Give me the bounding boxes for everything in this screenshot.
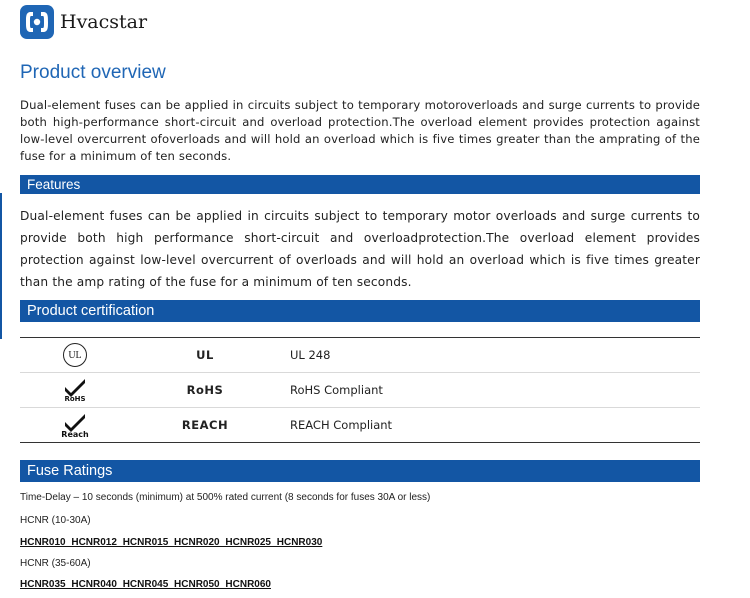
reach-check-icon: Reach: [61, 412, 88, 439]
certification-desc: UL 248: [290, 348, 331, 362]
certification-header: Product certification: [20, 300, 700, 322]
certification-row-rohs: [20, 373, 700, 408]
certification-row-reach: [20, 408, 700, 442]
part-number-links[interactable]: HCNR035 HCNR040 HCNR045 HCNR050 HCNR060: [20, 579, 271, 590]
rating-group-label: HCNR (10-30A): [20, 515, 91, 526]
brand-logo[interactable]: [20, 5, 147, 39]
part-number-links[interactable]: HCNR010 HCNR012 HCNR015 HCNR020 HCNR025 HCNR030: [20, 537, 323, 548]
time-delay-note: Time-Delay – 10 seconds (minimum) at 500% rated current (8 seconds for fuses 30A or less): [20, 492, 431, 503]
rohs-check-icon: RoHS: [63, 377, 87, 403]
product-overview-title: Product overview: [20, 62, 166, 83]
product-overview-text: Dual-element fuses can be applied in circuits subject to temporary motoroverloads and surge currents to provide both high-performance short-circuit and overload protection.The overload element provides protection against low-level overcurrent ofoverloads and will hold an overload which is five times greater than the amprating of the fuse for a minimum of ten seconds.: [20, 98, 700, 163]
certification-name: UL: [196, 348, 214, 362]
section-accent-line: [0, 193, 2, 339]
certification-table: [20, 337, 700, 443]
features-text: Dual-element fuses can be applied in circuits subject to temporary motor overloads and surge currents to provide both high performance short-circuit and overloadprotection.The overload element provides protection against low-level overcurrent of overloads and will hold an overload which is five times greater than the amp rating of the fuse for a minimum of ten seconds.: [20, 209, 700, 289]
ul-listed-icon: UL: [63, 343, 87, 367]
certification-desc: REACH Compliant: [290, 418, 393, 432]
hvacstar-logo-icon: [20, 5, 54, 39]
brand-name: Hvacstar: [60, 11, 148, 33]
rating-group-label: HCNR (35-60A): [20, 558, 91, 569]
certification-name: RoHS: [186, 383, 224, 397]
certification-desc: RoHS Compliant: [290, 383, 383, 397]
certification-name: REACH: [181, 418, 229, 432]
fuse-ratings-header: Fuse Ratings: [20, 460, 700, 482]
features-header: Features: [20, 175, 700, 194]
certification-row-ul: [20, 338, 700, 373]
